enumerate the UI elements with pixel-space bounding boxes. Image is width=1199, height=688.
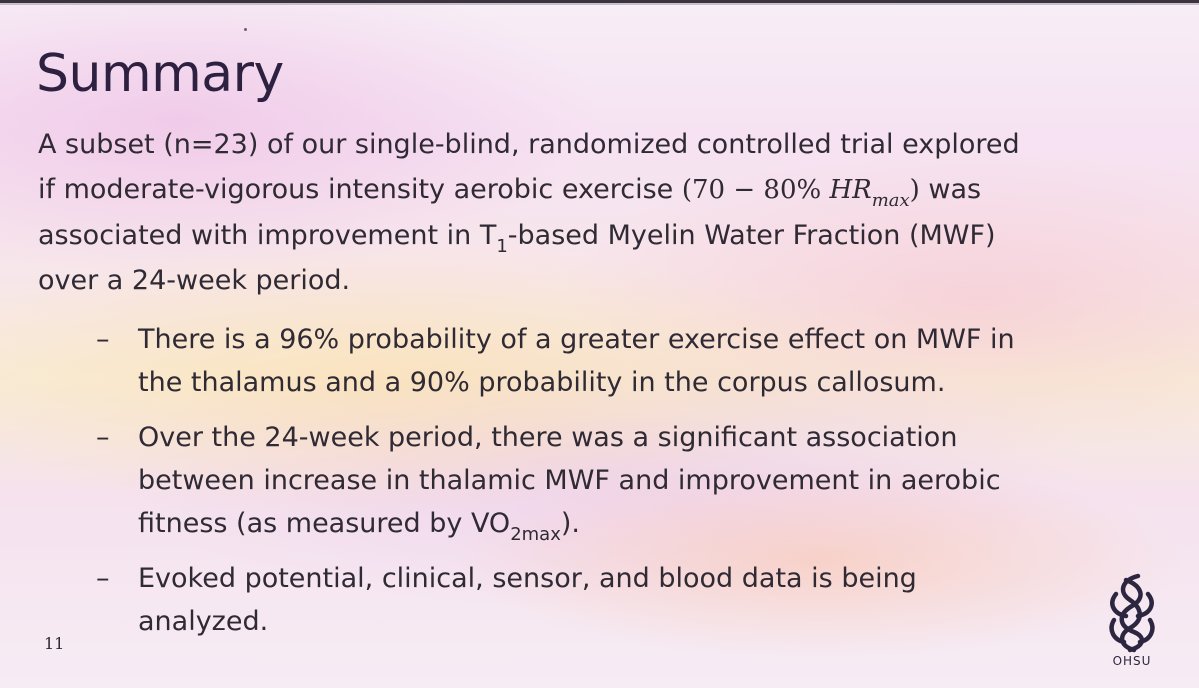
page-number: 11 (44, 634, 65, 653)
intro-line-2-text: if moderate-vigorous intensity aerobic exercise (38, 174, 682, 205)
bullet-line: between increase in thalamic MWF and improvement in aerobic (138, 465, 1001, 496)
intro-line-2 (38, 167, 1168, 213)
bullet-dash: – (96, 324, 110, 355)
slide-title: Summary (36, 44, 284, 104)
bullet-item (96, 557, 1156, 643)
bullet-list (96, 318, 1156, 655)
intro-line-3 (38, 213, 1168, 258)
bullet-line: Evoked potential, clinical, sensor, and blood data is being (138, 563, 917, 594)
heart-rate-formula (681, 175, 920, 211)
bullet-line: analyzed. (138, 606, 269, 637)
bullet-item (96, 318, 1156, 404)
t1-subscript: 1 (496, 236, 508, 257)
bullet-line (138, 502, 1156, 545)
bullet-line: the thalamus and a 90% probability in the corpus callosum. (138, 367, 946, 398)
intro-line-1: A subset (n=23) of our single-blind, randomized controlled trial explored (38, 129, 1020, 160)
bullet-dash: – (96, 422, 110, 453)
bullet-item (96, 416, 1156, 545)
formula-hr-subscript: max (871, 190, 910, 211)
bullet-line-end: ). (560, 508, 580, 539)
vo2max-subscript: 2max (510, 524, 561, 545)
formula-open: (70 − 80% (681, 175, 830, 205)
formula-close: ) (909, 175, 920, 205)
bullet-line: There is a 96% probability of a greater exercise effect on MWF in (138, 324, 1015, 355)
intro-line-3-text: associated with improvement in T (38, 220, 497, 251)
intro-paragraph (38, 122, 1168, 303)
bullet-line-text: fitness (as measured by VO (138, 508, 511, 539)
bullet-line: Over the 24-week period, there was a significant association (138, 422, 958, 453)
formula-hr: HR (829, 175, 872, 205)
intro-line-4: over a 24-week period. (38, 265, 351, 296)
intro-line-2-end: was (919, 174, 982, 205)
slide-top-border-shadow (0, 3, 1199, 5)
bullet-dash: – (96, 563, 110, 594)
ohsu-logo-text: OHSU (1112, 654, 1152, 668)
intro-line-3-end: -based Myelin Water Fraction (MWF) (507, 220, 996, 251)
dust-speck (244, 28, 247, 31)
